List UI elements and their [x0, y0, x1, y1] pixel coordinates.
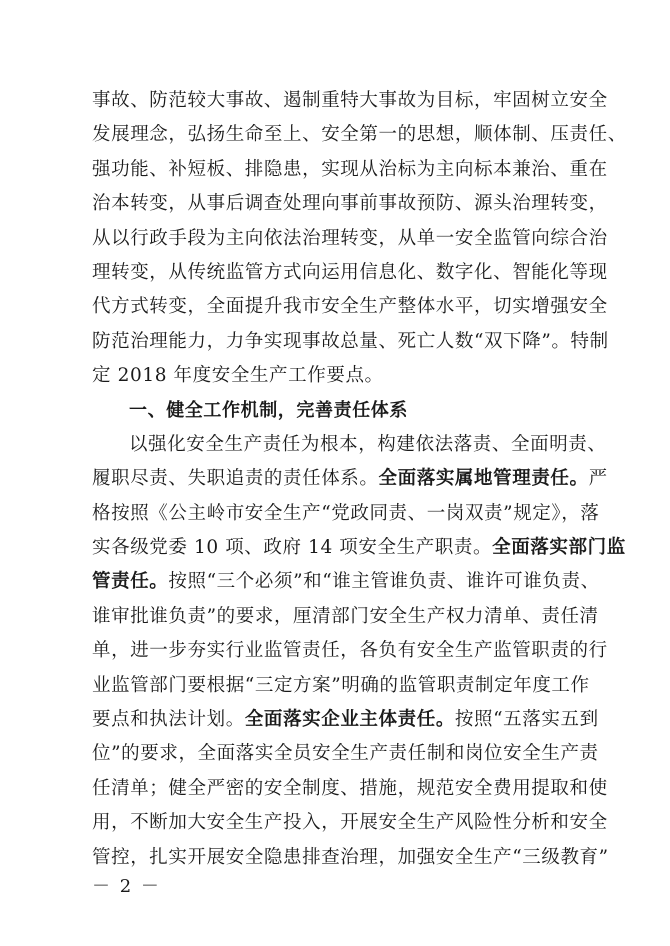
text-run: 履职尽责、失职追责的责任体系。 [92, 468, 379, 490]
text-run: 位”的要求，全面落实全员安全生产责任制和岗位安全生产责 [92, 743, 599, 765]
bold-run: 管责任。 [92, 571, 169, 593]
body-line [92, 703, 599, 737]
body-line [92, 772, 608, 806]
bold-run: 全面落实企业主体责任。 [244, 709, 455, 731]
body-line [92, 84, 608, 118]
text-run: 强功能、补短板、排隐患，实现从治标为主向标本兼治、重在 [92, 158, 608, 180]
body-line [92, 222, 608, 256]
body-line [92, 256, 608, 290]
body-line [92, 531, 626, 565]
bold-run: 全面落实属地管理责任。 [378, 468, 589, 490]
text-run: 代方式转变，全面提升我市安全生产整体水平，切实增强安全 [92, 296, 608, 318]
body-line [92, 118, 627, 152]
text-run: 管控，扎实开展安全隐患排查治理，加强安全生产“三级教育” [92, 846, 609, 868]
body-line [92, 634, 608, 668]
text-run: 防范治理能力，力争实现事故总量、死亡人数“双下降”。特制 [92, 330, 609, 352]
body-line [92, 428, 607, 462]
text-run: 发展理念，弘扬生命至上、安全第一的思想，顺体制、压责任、 [92, 124, 627, 146]
text-run: 严 [588, 468, 608, 490]
text-run: 事故、防范较大事故、遏制重特大事故为目标，牢固树立安全 [92, 90, 608, 111]
text-run: 用，不断加大安全生产投入，开展安全生产风险性分析和安全 [92, 812, 608, 834]
text-run: 按照“五落实五到 [454, 709, 599, 731]
body-line [92, 737, 599, 771]
section-heading [92, 394, 592, 428]
body-line [92, 325, 609, 359]
text-run: 谁审批谁负责”的要求，厘清部门安全生产权力清单、责任清 [92, 605, 599, 627]
text-run: 按照“三个必须”和“谁主管谁负责、谁许可谁负责、 [168, 571, 600, 593]
page-number: － 2 － [92, 876, 161, 897]
text-run: 理转变，从传统监管方式向运用信息化、数字化、智能化等现 [92, 261, 608, 283]
body-line [92, 669, 592, 703]
text-run: 格按照《公主岭市安全生产“党政同责、一岗双责”规定》，落 [92, 502, 600, 524]
text-run: 一、健全工作机制，完善责任体系 [129, 399, 408, 421]
text-run: 定 2018 年度安全生产工作要点。 [92, 365, 384, 387]
text-run: 从以行政手段为主向依法治理转变，从单一安全监管向综合治 [92, 227, 608, 249]
body-line [92, 806, 608, 840]
body-line [92, 497, 600, 531]
text-run: 要点和执法计划。 [92, 709, 245, 731]
body-line [92, 290, 608, 324]
bold-run: 全面落实部门监 [492, 537, 626, 559]
text-run: 治本转变，从事后调查处理向事前事故预防、源头治理转变， [92, 193, 608, 215]
body-line [92, 841, 609, 875]
body-line [92, 600, 599, 634]
body-line [92, 565, 600, 599]
text-run: 单，进一步夯实行业监管责任，各负有安全生产监管职责的行 [92, 640, 608, 662]
body-line [92, 359, 592, 393]
text-run: 以强化安全生产责任为根本，构建依法落责、全面明责、 [129, 433, 607, 455]
body-line [92, 462, 608, 496]
text-run: 任清单；健全严密的安全制度、措施，规范安全费用提取和使 [92, 777, 608, 799]
document-body [92, 84, 627, 875]
body-line [92, 187, 608, 221]
text-run: 实各级党委 10 项、政府 14 项安全生产职责。 [92, 537, 493, 559]
body-line [92, 153, 608, 187]
text-run: 业监管部门要根据“三定方案”明确的监管职责制定年度工作 [92, 674, 590, 696]
